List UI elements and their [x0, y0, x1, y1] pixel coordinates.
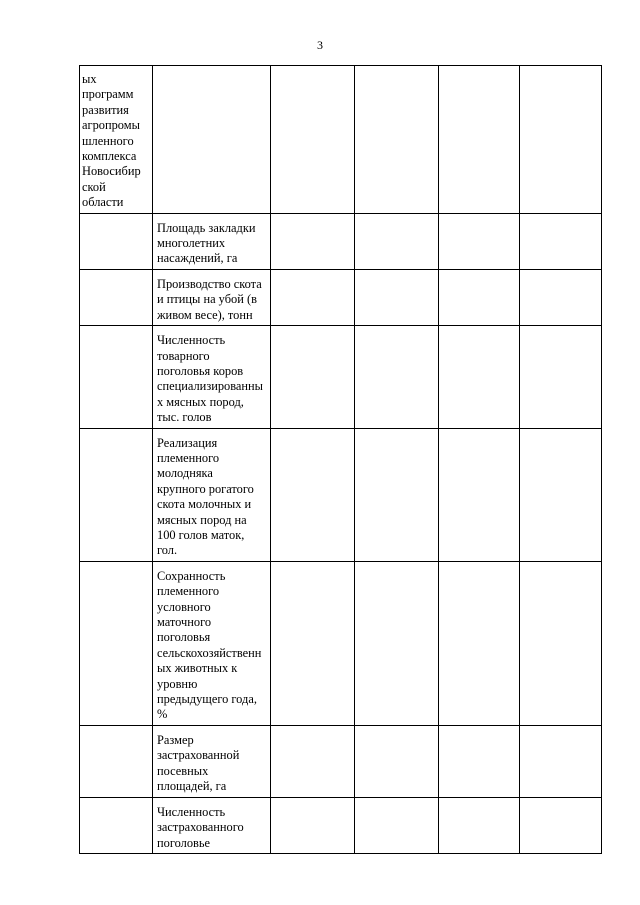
table-row — [80, 561, 602, 725]
table-cell — [439, 66, 520, 214]
table-cell — [153, 797, 271, 853]
table-cell — [439, 797, 520, 853]
table-cell — [355, 561, 439, 725]
table-cell — [520, 725, 602, 797]
table-cell — [80, 428, 153, 561]
table-cell — [355, 725, 439, 797]
table-cell — [271, 561, 355, 725]
table-cell — [271, 66, 355, 214]
table-cell — [520, 561, 602, 725]
table-cell — [80, 269, 153, 325]
table-cell — [80, 213, 153, 269]
table-row — [80, 213, 602, 269]
table-cell — [80, 725, 153, 797]
table-cell — [355, 428, 439, 561]
table-cell — [355, 213, 439, 269]
table-cell — [520, 428, 602, 561]
table-cell — [80, 66, 153, 214]
table-cell — [520, 326, 602, 428]
table-row — [80, 725, 602, 797]
table-cell — [271, 269, 355, 325]
table-cell — [80, 326, 153, 428]
table-cell — [439, 561, 520, 725]
table-cell — [439, 428, 520, 561]
table-cell — [520, 269, 602, 325]
table-cell — [271, 797, 355, 853]
table-cell — [153, 213, 271, 269]
cell-text: Численность застрахованного поголовье — [157, 804, 244, 850]
table-cell — [355, 66, 439, 214]
table-cell — [271, 725, 355, 797]
table-cell — [520, 797, 602, 853]
table-cell — [153, 725, 271, 797]
table-cell — [355, 326, 439, 428]
table-row — [80, 326, 602, 428]
table-row — [80, 66, 602, 214]
table-cell — [153, 326, 271, 428]
table-cell — [439, 725, 520, 797]
cell-text: Производство скота и птицы на убой (в живом весе), тонн — [157, 276, 262, 322]
cell-text: ых программ развития агропромы шленного комплекса Новосибир ской области — [82, 72, 141, 210]
table-cell — [520, 213, 602, 269]
cell-text: Численность товарного поголовья коров специализированны х мясных пород, тыс. голов — [157, 333, 264, 425]
cell-text: Площадь закладки многолетних насаждений, га — [157, 220, 256, 266]
table-cell — [439, 269, 520, 325]
indicators-table — [79, 65, 602, 854]
cell-text: Сохранность племенного условного маточного поголовья сельскохозяйственн ых животных к уровню предыдущего года, % — [157, 568, 262, 722]
table-row — [80, 428, 602, 561]
table-cell — [80, 561, 153, 725]
table-cell — [271, 213, 355, 269]
table-cell — [439, 213, 520, 269]
table-cell — [439, 326, 520, 428]
cell-text: Реализация племенного молодняка крупного рогатого скота молочных и мясных пород на 100 голов маток, гол. — [157, 435, 254, 558]
page-number: 3 — [317, 38, 323, 52]
table-cell — [153, 269, 271, 325]
table-cell — [355, 269, 439, 325]
table-cell — [153, 66, 271, 214]
table-row — [80, 269, 602, 325]
table-cell — [520, 66, 602, 214]
table-cell — [153, 561, 271, 725]
table-cell — [153, 428, 271, 561]
table-cell — [80, 797, 153, 853]
table-row — [80, 797, 602, 853]
cell-text: Размер застрахованной посевных площадей, га — [157, 732, 240, 794]
table-cell — [271, 428, 355, 561]
table-cell — [271, 326, 355, 428]
table-cell — [355, 797, 439, 853]
